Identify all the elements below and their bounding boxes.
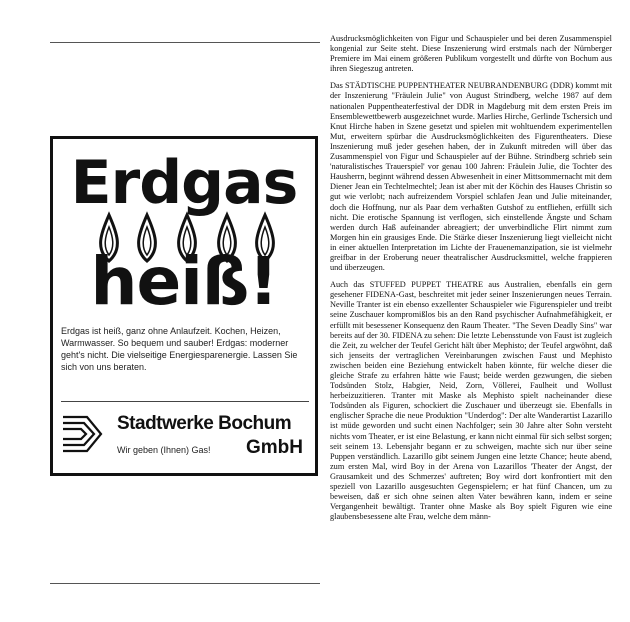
ad-headline-heiss: heiß!: [90, 243, 278, 320]
stadtwerke-logo-icon: [61, 411, 103, 457]
ad-body-text: Erdgas ist heiß, ganz ohne Anlaufzeit. Kochen, Heizen, Warmwasser. So bequem und sauber! Erdgas: moderner geht's nicht. Die vielseitige Energiesparenergie. Lassen Sie sich von uns beraten.: [61, 326, 298, 372]
top-rule: [50, 42, 320, 43]
erdgas-advertisement: [50, 136, 318, 476]
ad-company-name: Stadtwerke Bochum: [117, 413, 292, 434]
article-paragraph: Das STÄDTISCHE PUPPENTHEATER NEUBRANDENBURG (DDR) kommt mit der Inszenierung "Fräulein Julie" von August Strindberg, welche 1987 auf dem nationalen Puppentheaterfestival der DDR in Magdeburg mit dem ersten Preis im Ensemblewettbewerb ausgezeichnet wurde. Marlies Hirche, Gerlinde Tschersich und Knut Hirche haben in Szene gesetzt und spielen mit wohltuendem experimentellen Mut, erweitern spürbar die Ausdrucksmöglichkeiten des Figurentheaters. Diese Inszenierung muß jeder gesehen haben, der in Zukunft mitreden will über das Zusammenspiel von Figur und Schauspieler auf der Bühne. Strindberg schrieb sein 'naturalistisches Trauerspiel' vor genau 100 Jahren: Fräulein Julie, die Tochter des Hausherrn, beginnt während dessen Abwesenheit in einer Mittsommernacht mit dem Diener Jean ein Techtelmechtel; Jean ist aber mit der Köchin des Hauses Christin so gut wie verlobt; nach aufreizendem Vorspiel schlafen Jean und Julie miteinander, doch die Hoffnung, nur als Paar dem verhaßten Gutshof zu entfliehen, erfüllt sich nicht. Die erotische Spannung ist verflogen, sich einstellende Ängste und Scham werden durch Haß aufeinander abreagiert; der unverbindliche Flirt nimmt zum Morgen hin ein grausiges Ende. Die Stärke dieser Inszenierung liegt vielleicht nicht in einer aktuellen Interpretation im Lichte der Frauenemanzipation, sie ist vielmehr greifbar in der Eroberung neuer theatralischer Ausdrucksmittel, welche frappieren und überzeugen.: [330, 81, 612, 273]
ad-company-suffix: GmbH: [246, 437, 303, 458]
ad-headline-erdgas: Erdgas: [70, 148, 298, 218]
article-paragraph: Ausdrucksmöglichkeiten von Figur und Schauspieler und bei deren Zusammenspiel kongenial zur Seite steht. Diese Inszenierung wird erstmals nach der Nürnberger Premiere im Mai einem größeren Publikum vorgestellt und dürfte von Bochum aus ihren Siegeszug antreten.: [330, 34, 612, 74]
ad-slogan: Wir geben (Ihnen) Gas!: [117, 445, 211, 455]
bottom-rule: [50, 583, 320, 584]
ad-divider: [61, 401, 309, 402]
article-column: [330, 34, 612, 529]
article-paragraph: Auch das STUFFED PUPPET THEATRE aus Australien, ebenfalls ein gern gesehener FIDENA-Gast, beschreitet mit jeder seiner Inszenierungen neues Terrain. Neville Tranter ist ein ebenso exzellenter Schauspieler wie Figurenspieler und treibt seine Zuschauer kompromißlos bis an den Rand psychischer Aufnahmefähigkeit, er erfüllt mit besessener Konsequenz den Raum Theater. "The Seven Deadly Sins" war bereits auf der 30. FIDENA zu sehen: Die letzte Lebensstunde von Faust ist zugleich die Zeit, zu welcher der Teufel Gericht hält über Mephisto; der Teufel argwöhnt, daß sich jenseits der vertraglichen Vereinbarungen zwischen Faust und Mephisto zwischen beiden eine Beziehung entwickelt haben könnte, für welche dieser die gleiche Strafe zu erfahren hätte wie Faust; beide werden gezwungen, die sieben Todsünden Stolz, Habgier, Neid, Zorn, Völlerei, Faulheit und Wollust herbeizuzitieren. Tranter mit Maske als Mephisto spielt nacheinander diese Todsünden als Figuren, schockiert die Zuschauer und überzeugt sie. Ebenfalls in englischer Sprache die neue Produktion "Underdog": Der alte Wanderartist Lazarillo ist müde geworden und sucht einen Nachfolger; sein 30 Jahre alter Sohn versteht nichts vom Theater, er ist eine Belastung, er kann nicht einmal für sich selbst sorgen; seit seinem 13. Lebensjahr begann er zu schweigen, machte sich nur über seine Puppen verständlich. Lazarillo gibt seinem Jungen eine letzte Chance; heute abend, zum ersten Mal, wird Boy in der Arena von Lazarillos 'Theater der Angst, der Grausamkeit und des Schmerzes' auftreten; Boy wird dort konfrontiert mit den speziell von Lazarillo ausgesuchten Gegenspielern; er hat fünf Chancen, um zu beweisen, daß er sich ohne seinen alten Vater bewähren kann, indem er seine Vergangenheit bewältigt. Tranter ohne Maske als Boy spielt Figuren wie eine glaubensbesessene alte Frau, welche dem männ-: [330, 280, 612, 522]
